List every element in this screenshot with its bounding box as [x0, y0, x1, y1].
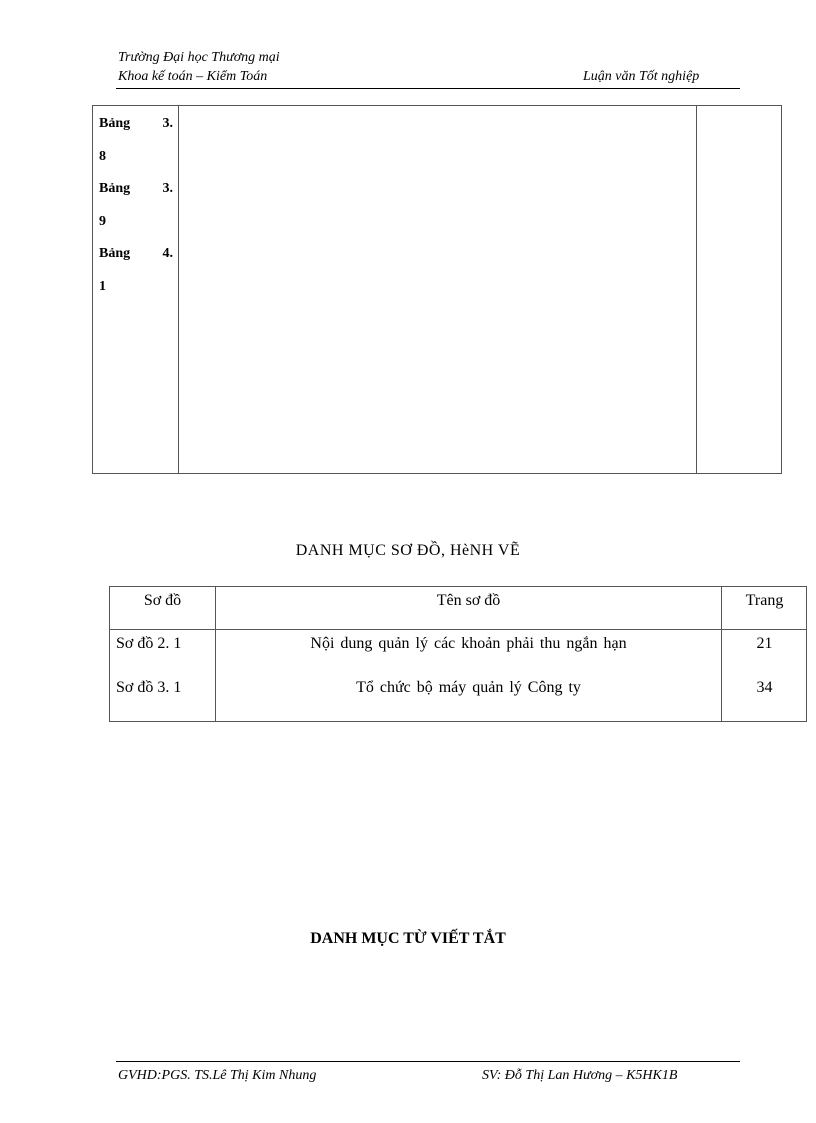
- column-header-name: Tên sơ đồ: [436, 592, 501, 609]
- table-label-line: Bảng 3.: [99, 181, 173, 196]
- abbreviations-section-title: DANH MỤC TỪ VIẾT TẮT: [310, 930, 506, 947]
- diagram-name: Nội dung quản lý các khoản phải thu ngắn hạn: [310, 635, 627, 652]
- diagram-id: Sơ đồ 3. 1: [116, 679, 182, 696]
- table-column-divider: [696, 106, 697, 473]
- diagram-id: Sơ đồ 2. 1: [116, 635, 182, 652]
- diagram-page: 34: [756, 679, 773, 696]
- column-header-page: Trang: [745, 592, 784, 609]
- header-faculty: Khoa kế toán – Kiểm Toán: [118, 69, 268, 84]
- table-label-number: 1: [99, 278, 106, 294]
- header-school: Trường Đại học Thương mại: [118, 50, 280, 65]
- header-doc-type: Luận văn Tốt nghiệp: [583, 69, 700, 84]
- tables-list-table: [92, 105, 782, 474]
- diagrams-table: [109, 586, 807, 722]
- table-label-number: 8: [99, 148, 106, 164]
- table-label-line: Bảng 4.: [99, 246, 173, 261]
- diagram-name: Tổ chức bộ máy quản lý Công ty: [356, 679, 581, 696]
- header-rule: [116, 88, 740, 89]
- footer-rule: [116, 1061, 740, 1062]
- table-column-divider: [178, 106, 179, 473]
- diagrams-section-title: DANH MỤC SƠ ĐỒ, HèNH VẼ: [295, 542, 521, 559]
- column-header-diagram: Sơ đồ: [143, 592, 182, 609]
- diagram-page: 21: [756, 635, 773, 652]
- table-label-number: 9: [99, 213, 106, 229]
- table-label-cell: [99, 108, 173, 303]
- table-label-line: Bảng 3.: [99, 116, 173, 131]
- footer-advisor: GVHD:PGS. TS.Lê Thị Kim Nhung: [118, 1068, 317, 1083]
- footer-student: SV: Đỗ Thị Lan Hương – K5HK1B: [482, 1068, 678, 1083]
